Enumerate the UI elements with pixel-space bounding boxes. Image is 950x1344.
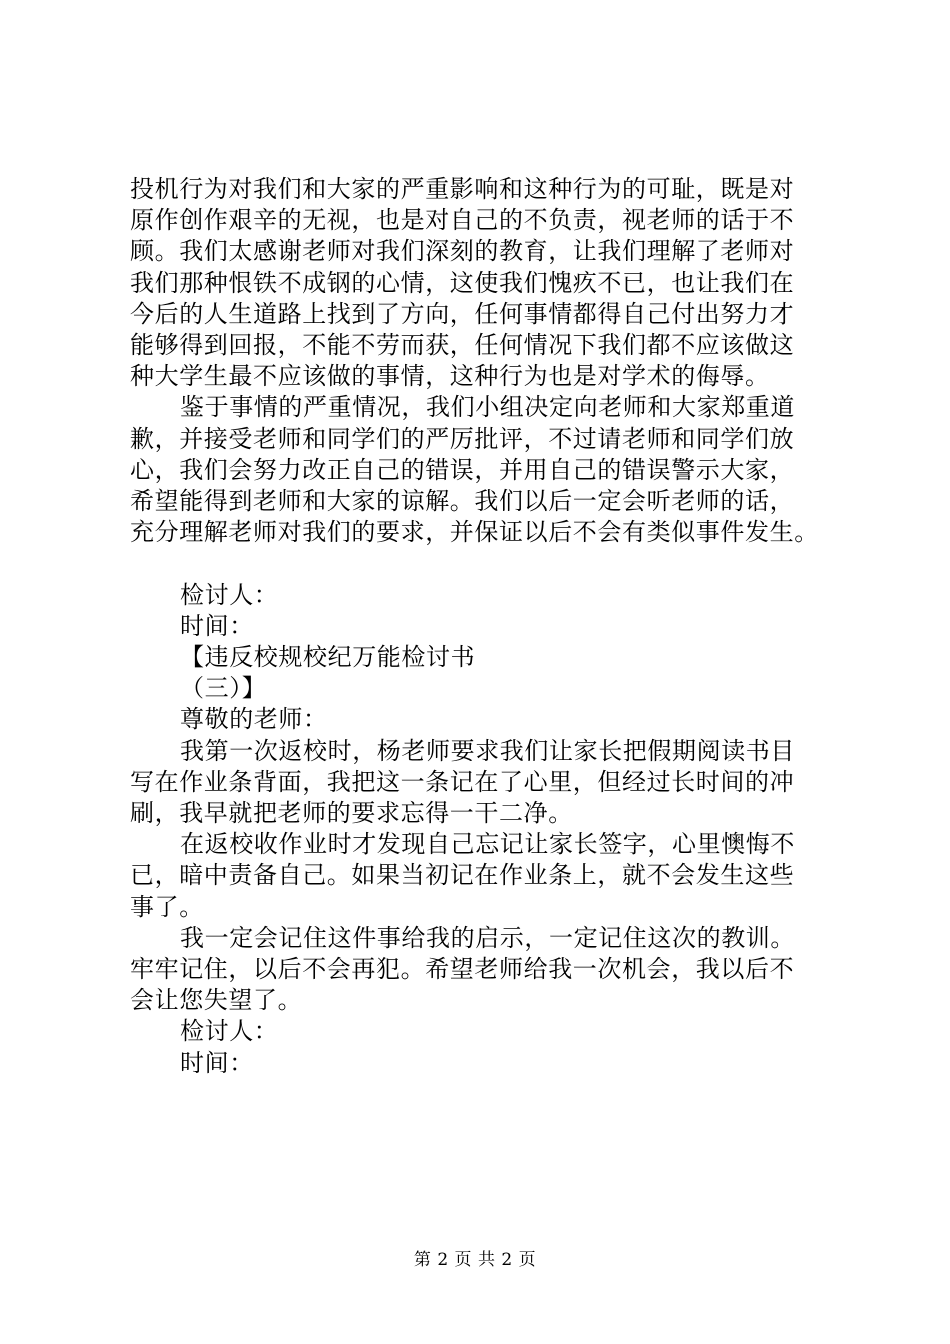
paragraph-2-line-2: 歉，并接受老师和同学们的严厉批评，不过请老师和同学们放 (130, 424, 795, 453)
paragraph-1-line-4: 我们那种恨铁不成钢的心情，这使我们愧疚不已，也让我们在 (130, 268, 795, 297)
paragraph-2-line-4: 希望能得到老师和大家的谅解。我们以后一定会听老师的话， (130, 487, 795, 516)
paragraph-5-line-2: 牢牢记住，以后不会再犯。希望老师给我一次机会，我以后不 (130, 955, 795, 984)
paragraph-2-line-1: 鉴于事情的严重情况，我们小组决定向老师和大家郑重道 (180, 393, 795, 422)
paragraph-1-line-2: 原作创作艰辛的无视，也是对自己的不负责，视老师的话于不 (130, 206, 795, 235)
paragraph-3-line-2: 写在作业条背面，我把这一条记在了心里，但经过长时间的冲 (130, 767, 795, 796)
section-title-line-1: 【违反校规校纪万能检讨书 (180, 643, 476, 672)
paragraph-5-line-3: 会让您失望了。 (130, 986, 303, 1015)
paragraph-5-line-1: 我一定会记住这件事给我的启示，一定记住这次的教训。 (180, 923, 795, 952)
paragraph-1-line-7: 种大学生最不应该做的事情，这种行为也是对学术的侮辱。 (130, 362, 770, 391)
section-title-line-2: （三）】 (180, 674, 267, 703)
time-label-1: 时间： (180, 611, 254, 640)
time-label-2: 时间： (180, 1048, 254, 1077)
document-body (130, 174, 850, 1079)
paragraph-1-line-6: 能够得到回报，不能不劳而获，任何情况下我们都不应该做这 (130, 331, 795, 360)
signature-label-2: 检讨人： (180, 1017, 279, 1046)
paragraph-1-line-3: 顾。我们太感谢老师对我们深刻的教育，让我们理解了老师对 (130, 237, 795, 266)
salutation: 尊敬的老师： (180, 705, 328, 734)
paragraph-4-line-3: 事了。 (130, 892, 204, 921)
paragraph-1-line-1: 投机行为对我们和大家的严重影响和这种行为的可耻，既是对 (130, 175, 795, 203)
blank-line (130, 548, 850, 579)
paragraph-1-line-5: 今后的人生道路上找到了方向，任何事情都得自己付出努力才 (130, 299, 795, 328)
signature-label-1: 检讨人： (180, 580, 279, 609)
paragraph-3-line-3: 刷，我早就把老师的要求忘得一干二净。 (130, 799, 573, 828)
paragraph-2-line-3: 心，我们会努力改正自己的错误，并用自己的错误警示大家， (130, 455, 795, 484)
paragraph-2-line-5: 充分理解老师对我们的要求，并保证以后不会有类似事件发生。 (130, 518, 819, 547)
paragraph-4-line-2: 已，暗中责备自己。如果当初记在作业条上，就不会发生这些 (130, 861, 795, 890)
paragraph-3-line-1: 我第一次返校时，杨老师要求我们让家长把假期阅读书目 (180, 736, 795, 765)
paragraph-4-line-1: 在返校收作业时才发现自己忘记让家长签字，心里懊悔不 (180, 830, 795, 859)
page-number-footer: 第 2 页 共 2 页 (413, 1250, 537, 1270)
